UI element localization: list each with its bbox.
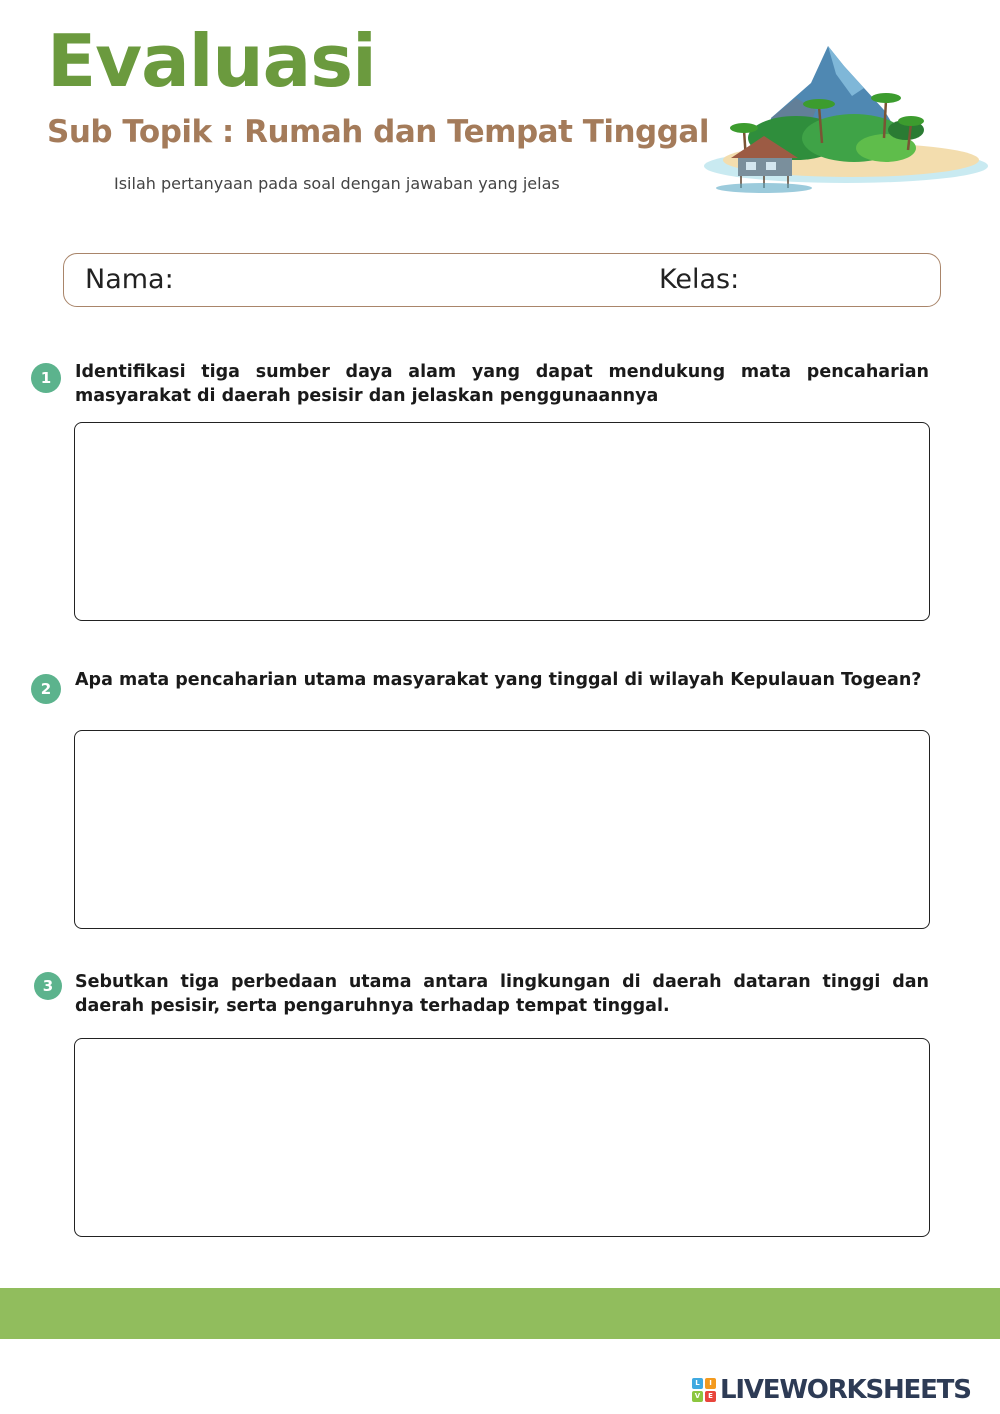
instruction-text: Isilah pertanyaan pada soal dengan jawaban yang jelas (114, 174, 560, 193)
subtitle: Sub Topik : Rumah dan Tempat Tinggal (47, 114, 709, 150)
island-illustration (676, 38, 988, 198)
answer-box-2[interactable] (74, 730, 930, 929)
logo-letter: V (692, 1391, 703, 1402)
name-label: Nama: (85, 264, 174, 295)
logo-letter: I (705, 1378, 716, 1389)
question-number-badge: 1 (31, 363, 61, 393)
footer-bar (0, 1288, 1000, 1339)
class-label: Kelas: (659, 264, 740, 295)
question-1-text: Identifikasi tiga sumber daya alam yang dapat mendukung mata pencaharian masyarakat di daerah pesisir dan jelaskan penggunaannya (75, 362, 929, 406)
question-number-badge: 3 (34, 972, 62, 1000)
question-number-badge: 2 (31, 674, 61, 704)
logo-letter: L (692, 1378, 703, 1389)
liveworksheets-logo[interactable] (692, 1373, 971, 1407)
student-info-box (63, 253, 941, 307)
logo-letter: E (705, 1391, 716, 1402)
question-2-text: Apa mata pencaharian utama masyarakat yang tinggal di wilayah Kepulauan Togean? (75, 670, 922, 690)
question-3-text: Sebutkan tiga perbedaan utama antara lingkungan di daerah dataran tinggi dan daerah pesisir, serta pengaruhnya terhadap tempat tinggal. (75, 972, 929, 1016)
liveworksheets-icon (692, 1378, 716, 1402)
page-title: Evaluasi (47, 19, 376, 103)
answer-box-1[interactable] (74, 422, 930, 621)
answer-box-3[interactable] (74, 1038, 930, 1237)
brand-name: LIVEWORKSHEETS (720, 1375, 971, 1405)
